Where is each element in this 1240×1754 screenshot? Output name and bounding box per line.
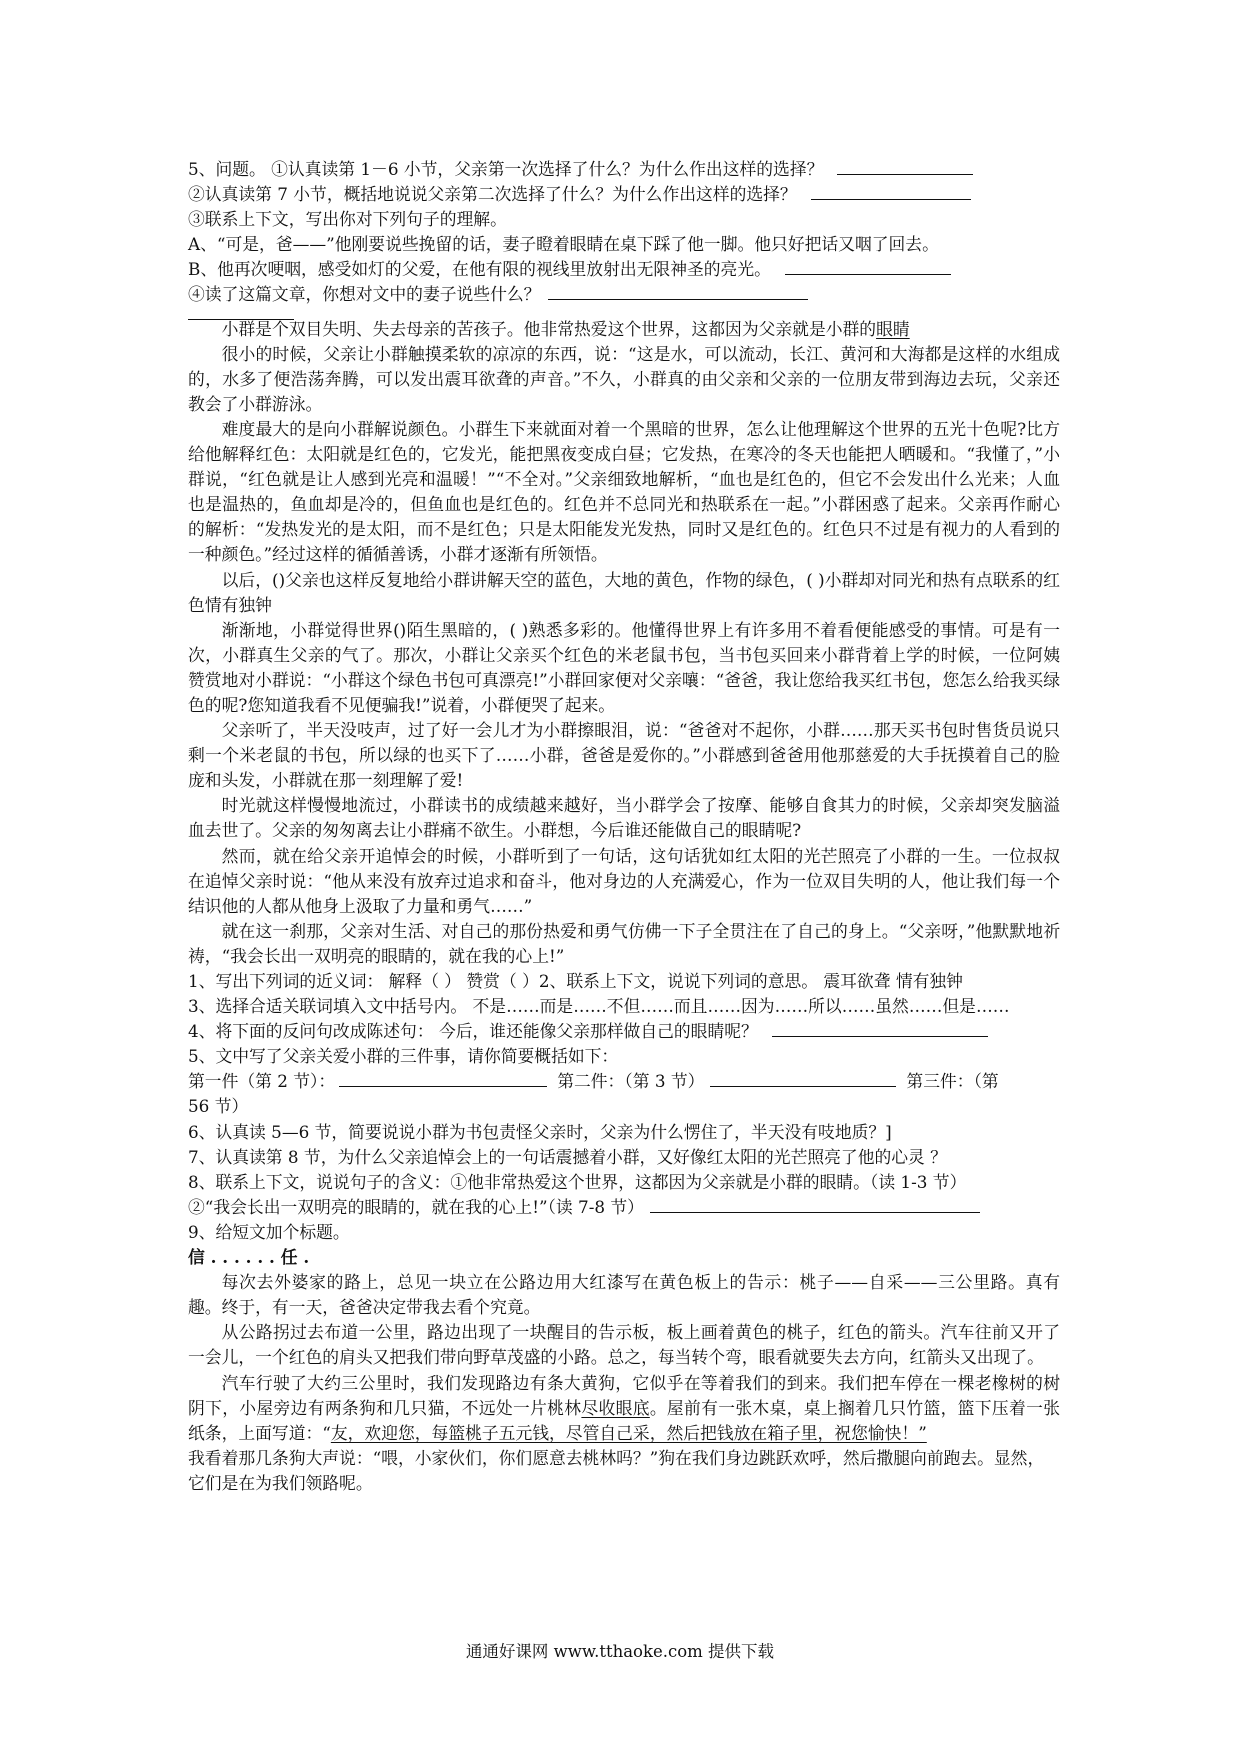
q5-line-5: B、他再次哽咽，感受如灯的父爱，在他有限的视线里放射出无限神圣的亮光。 [188,257,1060,282]
story2-paragraph-3: 汽车行驶了大约三公里时，我们发现路边有条大黄狗，它似乎在等着我们的到来。我们把车停在一棵老橡树的树阴下，小屋旁边有两条狗和几只猫，不远处一片桃林尽收眼底。屋前有一张木桌，桌上搁着几只竹篮，篮下压着一张纸条，上面写道：“友，欢迎您，每篮桃子五元钱，尽管自己采，然后把钱放在箱子里，祝您愉快！” [188,1372,1060,1443]
q5-line-1: 5、问题。 ①认真读第 1－6 小节，父亲第一次选择了什么？为什么作出这样的选择？ [188,157,1060,182]
q5-line-3: ③联系上下文，写出你对下列句子的理解。 [188,209,507,230]
story2-title: 信 . . . . . . 任 . [188,1247,310,1268]
answer-blank[interactable] [650,1195,980,1213]
story1-paragraph-2: 很小的时候，父亲让小群触摸柔软的凉凉的东西，说：“这是水，可以流动，长江、黄河和大海都是这样的水组成的，水多了便浩荡奔腾，可以发出震耳欲聋的声音。”不久，小群真的由父亲和父亲的一位朋友带到海边去玩，父亲还教会了小群游泳。 [188,343,1060,414]
answer-blank[interactable] [811,182,971,200]
answer-blank[interactable] [837,157,973,175]
question-5-items: 第一件（第 2 节）： 第二件：（第 3 节） 第三件：（第 [188,1071,999,1092]
story1-paragraph-1: 小群是个双目失明、失去母亲的苦孩子。他非常热爱这个世界，这都因为父亲就是小群的眼睛 [221,318,910,339]
q5-line-4: A、“可是，爸——”他刚要说些挽留的话，妻子瞪着眼睛在桌下踩了他一脚。他只好把话又咽了回去。 [188,234,939,255]
divider-rule [188,319,294,320]
question-6: 6、认真读 5—6 节，简要说说小群为书包责怪父亲时，父亲为什么愣住了，半天没有吱地质？] [188,1121,892,1142]
question-7: 7、认真读第 8 节，为什么父亲追悼会上的一句话震撼着小群，又好像红太阳的光芒照亮了他的心灵 ？ [188,1146,947,1167]
story1-paragraph-6: 父亲听了，半天没吱声，过了好一会儿才为小群擦眼泪，说：“爸爸对不起你，小群……那天买书包时售货员说只剩一个米老鼠的书包，所以绿的也买下了……小群，爸爸是爱你的。”小群感到爸爸用他那慈爱的大手抚摸着自己的脸庞和头发，小群就在那一刻理解了爱! [188,720,1060,791]
story2-paragraph-4: 我看着那几条狗大声说：“喂，小家伙们，你们愿意去桃林吗？”狗在我们身边跳跃欢呼，然后撒腿向前跑去。显然，它们是在为我们领路呢。 [188,1447,1045,1493]
question-1-2: 1、写出下列词的近义词： 解释（ ） 赞赏（ ）2、联系上下文，说说下列词的意思。 震耳欲聋 情有独钟 [188,971,963,991]
story2-paragraph-2: 从公路拐过去布道一公里，路边出现了一块醒目的告示板，板上画着黄色的桃子，红色的箭头。汽车往前又开了一会儿，一个红色的肩头又把我们带向野草茂盛的小路。总之，每当转个弯，眼看就要失去方向，红箭头又出现了。 [188,1322,1060,1368]
question-8b: ②“我会长出一双明亮的眼睛的，就在我的心上!”（读 7-8 节） [188,1195,1060,1220]
story1-paragraph-3: 难度最大的是向小群解说颜色。小群生下来就面对着一个黑暗的世界，怎么让他理解这个世界的五光十色呢?比方给他解释红色：太阳就是红色的，它发光，能把黑夜变成白昼；它发热，在寒冷的冬天也能把人晒暖和。“我懂了，”小群说，“红色就是让人感到光亮和温暖！”“不全对。”父亲细致地解析，“血也是红色的，但它不会发出什么光来；人血也是温热的，鱼血却是冷的，但鱼血也是红色的。红色并不总同光和热联系在一起。”小群困惑了起来。父亲再作耐心的解析：“发热发光的是太阳，而不是红色；只是太阳能发光发热，同时又是红色的。红色只不过是有视力的人看到的一种颜色。”经过这样的循循善诱，小群才逐渐有所领悟。 [188,418,1060,565]
story1-paragraph-4: 以后，()父亲也这样反复地给小群讲解天空的蓝色，大地的黄色，作物的绿色，( )小群却对同光和热有点联系的红色情有独钟 [188,569,1060,615]
answer-blank[interactable] [339,1069,547,1087]
story1-paragraph-9: 就在这一刹那，父亲对生活、对自己的那份热爱和勇气仿佛一下子全贯注在了自己的身上。“父亲呀，”他默默地祈祷，“我会长出一双明亮的眼睛的，就在我的心上!” [188,920,1060,966]
footer-credit: 通通好课网 www.tthaoke.com 提供下载 [465,1642,775,1661]
question-5-tail: 56 节） [188,1096,249,1117]
story2-paragraph-1: 每次去外婆家的路上，总见一块立在公路边用大红漆写在黄色板上的告示：桃子——自采——三公里路。真有趣。终于，有一天，爸爸决定带我去看个究竟。 [188,1272,1060,1318]
story1-paragraph-5: 渐渐地，小群觉得世界()陌生黑暗的，( )熟悉多彩的。他懂得世界上有许多用不着看便能感受的事情。可是有一次，小群真生父亲的气了。那次，小群让父亲买个红色的米老鼠书包，当书包买回来小群背着上学的时候，一位阿姨赞赏地对小群说：“小群这个绿色书包可真漂亮!”小群回家便对父亲嚷：“爸爸，我让您给我买红书包，您怎么给我买绿色的呢?您知道我看不见便骗我!”说着，小群便哭了起来。 [188,619,1060,715]
underlined-phrase: 尽收眼底 [581,1397,650,1418]
underlined-word: 眼睛 [876,318,910,339]
answer-blank[interactable] [785,257,951,275]
question-3: 3、选择合适关联词填入文中括号内。 不是……而是……不但……而且……因为……所以……虽然……但是…… [188,996,1010,1017]
question-4: 4、将下面的反问句改成陈述句： 今后，谁还能像父亲那样做自己的眼睛呢？ [188,1019,1060,1044]
underlined-sentence: 友，欢迎您，每篮桃子五元钱，尽管自己采，然后把钱放在箱子里，祝您愉快！” [330,1422,927,1443]
question-5: 5、文中写了父亲关爱小群的三件事，请你简要概括如下： [188,1046,619,1067]
answer-blank[interactable] [710,1069,896,1087]
document-body [188,157,1060,1496]
q5-line-2: ②认真读第 7 小节，概括地说说父亲第二次选择了什么？为什么作出这样的选择？ [188,182,1060,207]
answer-blank[interactable] [772,1019,988,1037]
question-9: 9、给短文加个标题。 [188,1221,350,1242]
q5-line-6: ④读了这篇文章，你想对文中的妻子说些什么？ [188,282,1060,307]
story1-paragraph-8: 然而，就在给父亲开追悼会的时候，小群听到了一句话，这句话犹如红太阳的光芒照亮了小群的一生。一位叔叔在追悼父亲时说：“他从来没有放弃过追求和奋斗，他对身边的人充满爱心，作为一位双目失明的人，他让我们每一个结识他的人都从他身上汲取了力量和勇气……” [188,845,1060,916]
story1-paragraph-7: 时光就这样慢慢地流过，小群读书的成绩越来越好，当小群学会了按摩、能够自食其力的时候，父亲却突发脑溢血去世了。父亲的匆匆离去让小群痛不欲生。小群想，今后谁还能做自己的眼睛呢? [188,795,1060,841]
question-8: 8、联系上下文，说说句子的含义：①他非常热爱这个世界，这都因为父亲就是小群的眼睛。（读 1-3 节） [188,1171,967,1192]
answer-blank[interactable] [548,282,808,300]
